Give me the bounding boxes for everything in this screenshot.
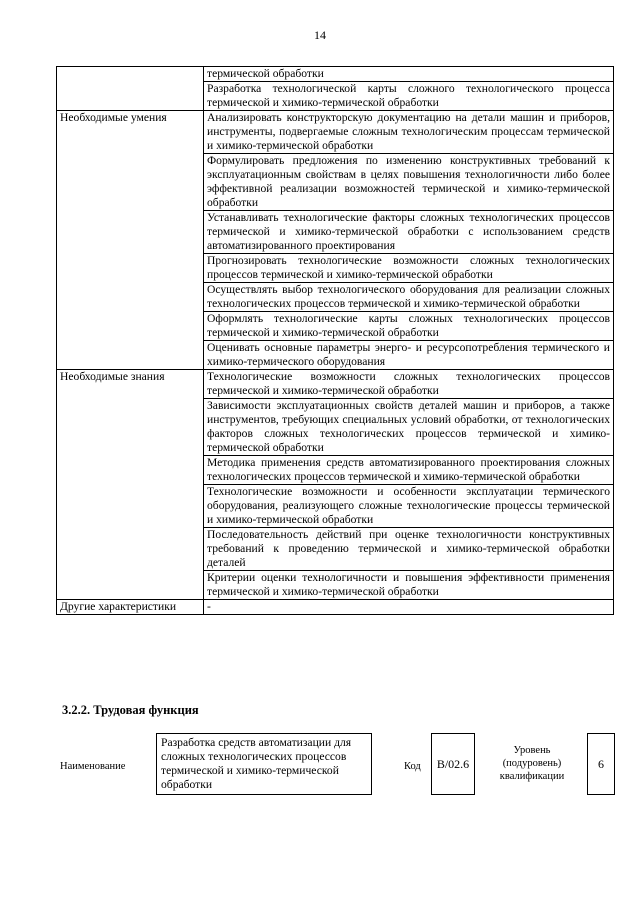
row-text: Технологические возможности сложных технологических процессов термической и химико-термической обработки (204, 370, 614, 399)
row-text: Зависимости эксплуатационных свойств деталей машин и приборов, а также инструментов, требующих специальных условий обработки, от технологических факторов сложных технологических процессов термической и химико-термической обработки (204, 399, 614, 456)
row-text: Формулировать предложения по изменению конструктивных требований к эксплуатационным свойствам в целях повышения технологичности либо более эффективной реализации возможностей термической и химико-термической обработки (204, 154, 614, 211)
table-row (57, 67, 614, 82)
row-text: Разработка технологической карты сложного технологического процесса термической и химико-термической обработки (204, 82, 614, 111)
row-text: Методика применения средств автоматизированного проектирования сложных технологических процессов термической и химико-термической обработки (204, 456, 614, 485)
row-label-knowledge: Необходимые знания (57, 370, 204, 600)
code-value-box: B/02.6 (431, 733, 475, 795)
row-text: Осуществлять выбор технологического оборудования для реализации сложных технологических процессов термической и химико-термической обработки (204, 283, 614, 312)
qualification-level-box: 6 (587, 733, 615, 795)
row-text: Устанавливать технологические факторы сложных технологических процессов термической и химико-термической обработки с использованием средств автоматизированного проектирования (204, 211, 614, 254)
row-text: Технологические возможности и особенности эксплуатации термического оборудования, реализующего сложные технологические процессы термической и химико-термической обработки (204, 485, 614, 528)
qualification-level-label (486, 744, 578, 783)
level-label-line: Уровень (513, 745, 551, 756)
section-title: 3.2.2. Трудовая функция (62, 703, 199, 717)
requirements-table (56, 66, 614, 615)
row-text: Прогнозировать технологические возможности сложных технологических процессов термической и химико-термической обработки (204, 254, 614, 283)
table-row (57, 111, 614, 154)
row-text: - (204, 600, 614, 615)
page-number: 14 (314, 28, 326, 42)
row-label (57, 67, 204, 111)
row-label-other: Другие характеристики (57, 600, 204, 615)
row-text: Анализировать конструкторскую документацию на детали машин и приборов, инструменты, подвергаемые сложным технологическим процессам термической и химико-термической обработки (204, 111, 614, 154)
row-text: термической обработки (204, 67, 614, 82)
row-text: Последовательность действий при оценке технологичности конструктивных требований к проведению термической и химико-термической обработки деталей (204, 528, 614, 571)
row-text: Оценивать основные параметры энерго- и ресурсопотребления термического и химико-термического оборудования (204, 341, 614, 370)
row-text: Критерии оценки технологичности и повышения эффективности применения термической и химико-термической обработки (204, 571, 614, 600)
row-label-skills: Необходимые умения (57, 111, 204, 370)
row-text: Оформлять технологические карты сложных технологических процессов термической и химико-термической обработки (204, 312, 614, 341)
name-label: Наименование (60, 761, 126, 772)
table-row (57, 600, 614, 615)
level-label-line: (подуровень) (502, 758, 562, 769)
table-row (57, 370, 614, 399)
name-value-box: Разработка средств автоматизации для сложных технологических процессов термической и химико-термической обработки (156, 733, 372, 795)
code-label: Код (404, 761, 421, 772)
level-label-line: квалификации (499, 771, 565, 782)
